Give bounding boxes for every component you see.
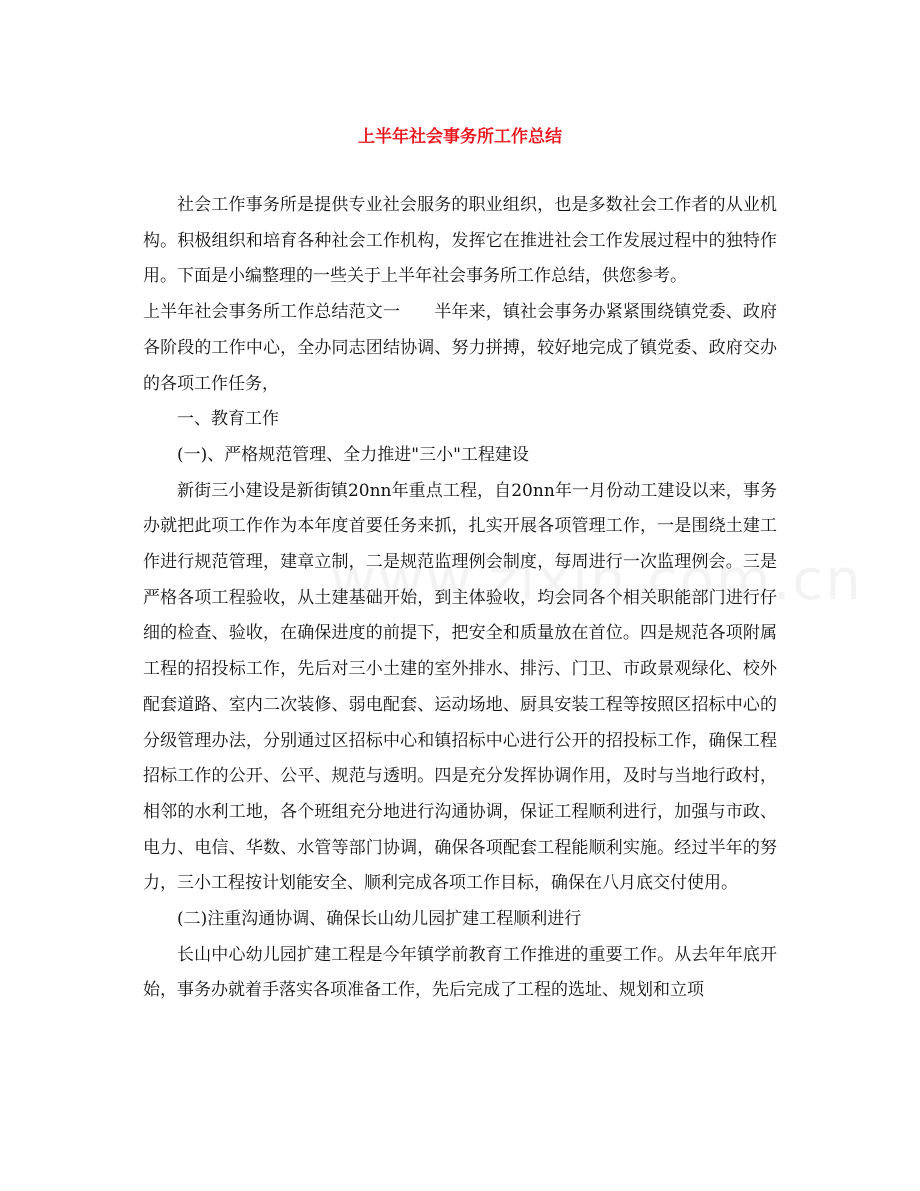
subsection-heading-1: (一)、严格规范管理、全力推进"三小"工程建设	[177, 444, 529, 465]
section-heading-education: 一、教育工作	[177, 409, 279, 430]
subsection-heading-2: (二)注重沟通协调、确保长山幼儿园扩建工程顺利进行	[177, 909, 582, 930]
body-paragraph: 长山中心幼儿园扩建工程是今年镇学前教育工作推进的重要工作。从去年年底开始，事务办就着手落实各项准备工作，先后完成了工程的选址、规划和立项	[143, 944, 777, 1001]
document-body	[143, 188, 777, 1009]
document-title: 上半年社会事务所工作总结	[358, 127, 562, 147]
intro-paragraph: 社会工作事务所是提供专业社会服务的职业组织，也是多数社会工作者的从业机构。积极组织和培育各种社会工作机构，发挥它在推进社会工作发展过程中的独特作用。下面是小编整理的一些关于上半年社会事务所工作总结，供您参考。	[143, 195, 777, 287]
sample-one-paragraph: 上半年社会事务所工作总结范文一 半年来，镇社会事务办紧紧围绕镇党委、政府各阶段的工作中心，全办同志团结协调、努力拼搏，较好地完成了镇党委、政府交办的各项工作任务，	[143, 302, 777, 394]
body-paragraph: 新街三小建设是新街镇20nn年重点工程，自20nn年一月份动工建设以来，事务办就把此项工作作为本年度首要任务来抓，扎实开展各项管理工作，一是围绕土建工作进行规范管理，建章立制，二是规范监理例会制度，每周进行一次监理例会。三是严格各项工程验收，从土建基础开始，到主体验收，均会同各个相关职能部门进行仔细的检查、验收，在确保进度的前提下，把安全和质量放在首位。四是规范各项附属工程的招投标工作，先后对三小土建的室外排水、排污、门卫、市政景观绿化、校外配套道路、室内二次装修、弱电配套、运动场地、厨具安装工程等按照区招标中心的分级管理办法，分别通过区招标中心和镇招标中心进行公开的招投标工作，确保工程招标工作的公开、公平、规范与透明。四是充分发挥协调作用，及时与当地行政村，相邻的水利工地，各个班组充分地进行沟通协调，保证工程顺利进行，加强与市政、电力、电信、华数、水管等部门协调，确保各项配套工程能顺利实施。经过半年的努力，三小工程按计划能安全、顺利完成各项工作目标，确保在八月底交付使用。	[143, 480, 777, 894]
